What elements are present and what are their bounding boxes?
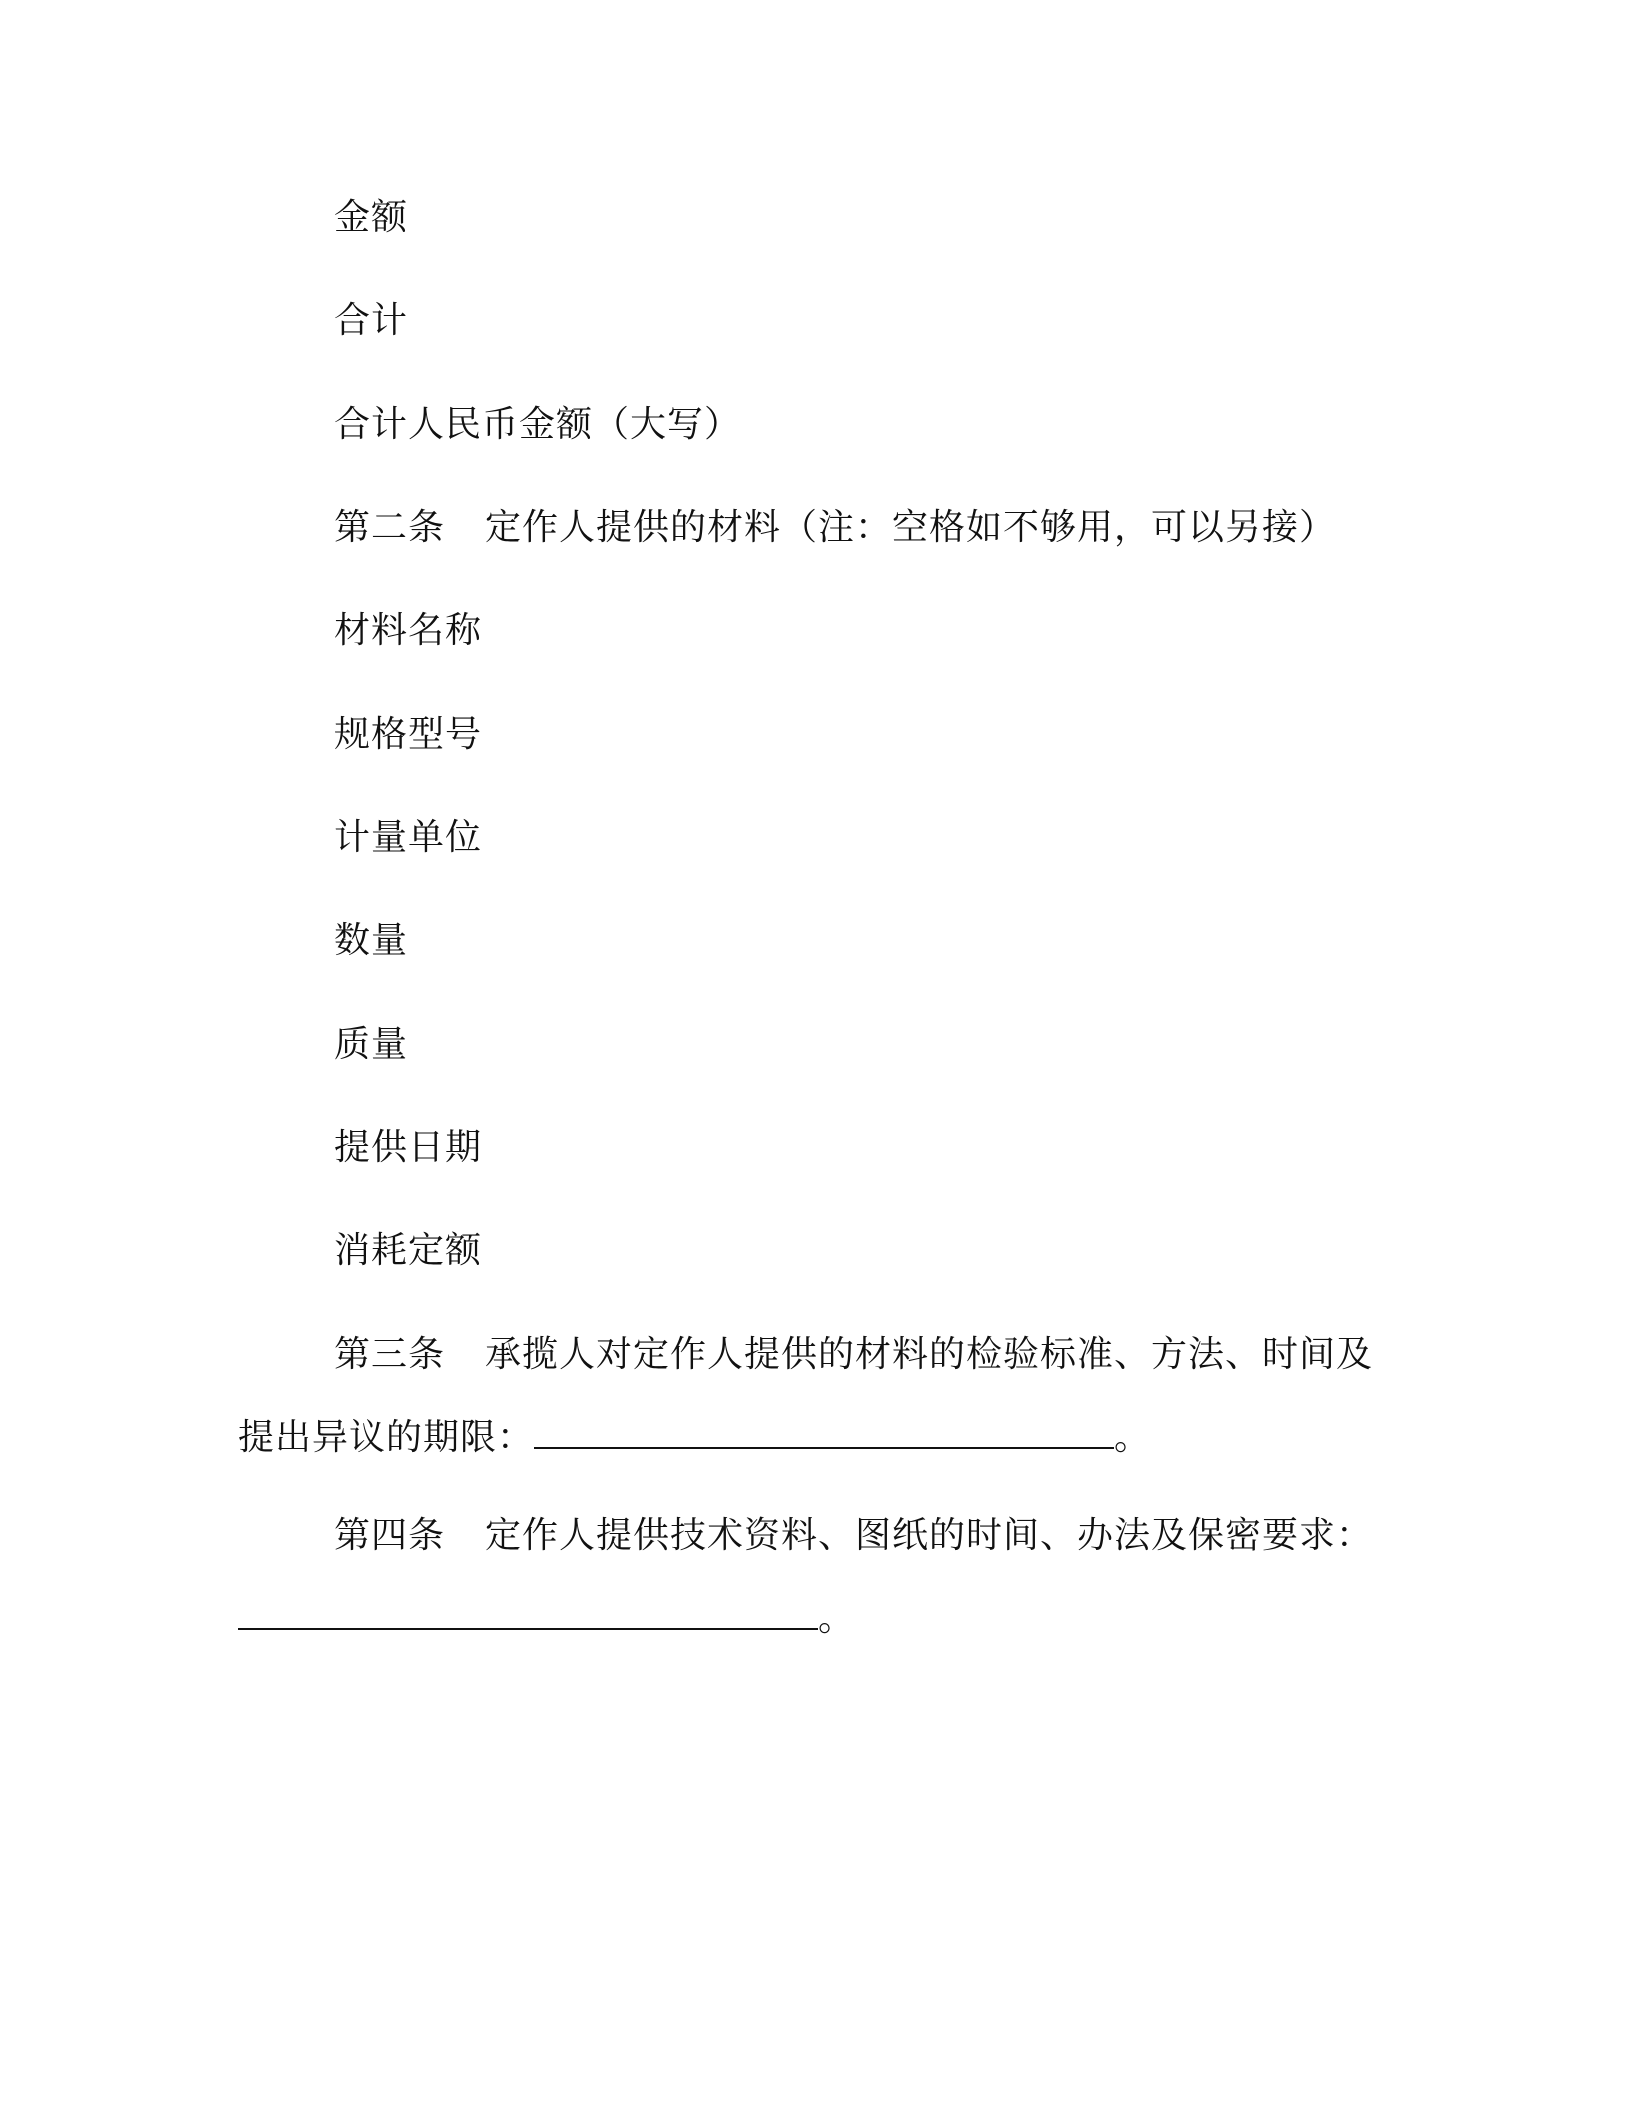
article-3-text-1: 承揽人对定作人提供的材料的检验标准、方法、时间及 xyxy=(485,1334,1374,1375)
line-total: 合计 xyxy=(334,300,409,341)
line-total-rmb: 合计人民币金额（大写） xyxy=(334,404,742,445)
article-4-end-mark: 。 xyxy=(818,1598,856,1639)
article-4-line-2 xyxy=(238,1597,855,1641)
article-4-label: 第四条 xyxy=(334,1515,446,1556)
line-quality: 质量 xyxy=(334,1024,409,1065)
article-4-blank-field[interactable] xyxy=(238,1598,818,1630)
line-unit: 计量单位 xyxy=(334,817,483,858)
line-spec-model: 规格型号 xyxy=(334,714,483,755)
line-consumption-quota: 消耗定额 xyxy=(334,1230,483,1271)
article-3-end-mark: 。 xyxy=(1114,1417,1152,1458)
article-4-text-1: 定作人提供技术资料、图纸的时间、办法及保密要求： xyxy=(485,1515,1374,1556)
line-amount: 金额 xyxy=(334,197,409,238)
article-4-line-1 xyxy=(334,1514,1373,1558)
line-supply-date: 提供日期 xyxy=(334,1127,483,1168)
article-3-text-2: 提出异议的期限： xyxy=(238,1417,535,1458)
line-material-name: 材料名称 xyxy=(334,610,483,651)
article-2-label: 第二条 xyxy=(334,507,446,548)
article-3-line-2 xyxy=(238,1416,1151,1460)
article-3-label: 第三条 xyxy=(334,1334,446,1375)
article-2-heading xyxy=(334,506,1336,550)
article-2-text: 定作人提供的材料（注：空格如不够用，可以另接） xyxy=(485,507,1337,548)
article-3-blank-field[interactable] xyxy=(534,1417,1114,1449)
line-quantity: 数量 xyxy=(334,920,409,961)
article-3-line-1 xyxy=(334,1333,1373,1377)
